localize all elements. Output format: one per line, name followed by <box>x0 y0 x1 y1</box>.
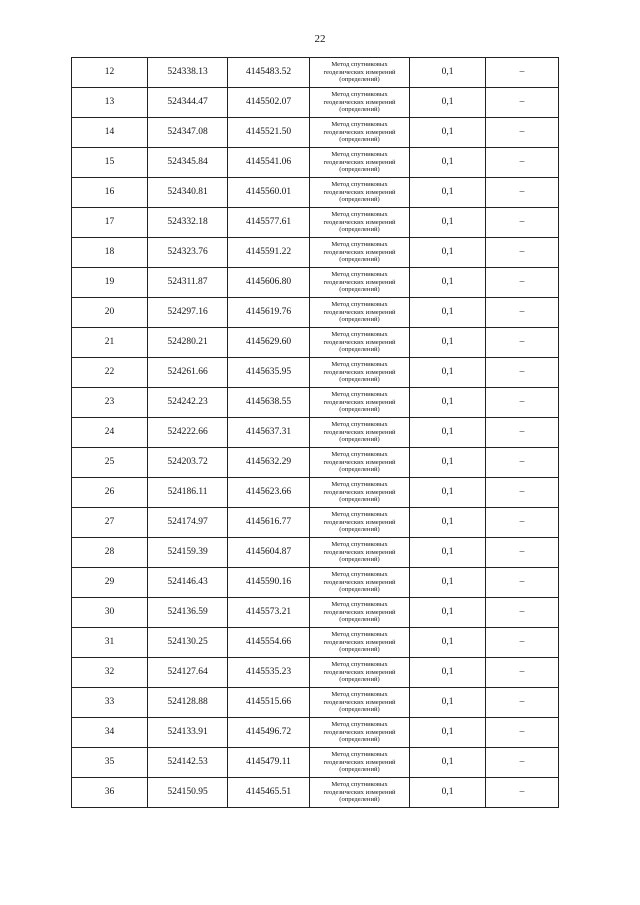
point-number-cell: 16 <box>72 178 148 208</box>
method-line: (определений) <box>339 136 380 144</box>
table-row <box>72 268 559 298</box>
point-number-cell: 21 <box>72 328 148 358</box>
accuracy-cell: 0,1 <box>410 688 486 718</box>
coordinate-x-cell: 524297.16 <box>148 298 228 328</box>
method-line: (определений) <box>339 316 380 324</box>
coordinate-x-cell: 524150.95 <box>148 778 228 808</box>
method-line: Метод спутниковых <box>331 511 388 519</box>
table-row <box>72 238 559 268</box>
table-row <box>72 358 559 388</box>
table-row <box>72 718 559 748</box>
method-line: Метод спутниковых <box>331 61 388 69</box>
method-line: Метод спутниковых <box>331 151 388 159</box>
method-line: Метод спутниковых <box>331 481 388 489</box>
method-cell <box>310 58 410 88</box>
table-row <box>72 448 559 478</box>
accuracy-cell: 0,1 <box>410 478 486 508</box>
page-number: 22 <box>314 33 326 45</box>
note-cell: – <box>486 238 559 268</box>
method-line: геодезических измерений <box>323 338 396 346</box>
method-line: геодезических измерений <box>323 218 396 226</box>
note-cell: – <box>486 178 559 208</box>
point-number-cell: 24 <box>72 418 148 448</box>
point-number-cell: 36 <box>72 778 148 808</box>
point-number-cell: 12 <box>72 58 148 88</box>
coordinate-x-cell: 524128.88 <box>148 688 228 718</box>
method-line: геодезических измерений <box>323 428 396 436</box>
method-line: геодезических измерений <box>323 758 396 766</box>
note-cell: – <box>486 298 559 328</box>
coordinates-table-body <box>72 58 559 808</box>
point-number-cell: 22 <box>72 358 148 388</box>
method-line: Метод спутниковых <box>331 301 388 309</box>
accuracy-cell: 0,1 <box>410 568 486 598</box>
note-cell: – <box>486 748 559 778</box>
method-line: Метод спутниковых <box>331 661 388 669</box>
accuracy-cell: 0,1 <box>410 298 486 328</box>
coordinate-y-cell: 4145623.66 <box>228 478 310 508</box>
point-number-cell: 26 <box>72 478 148 508</box>
accuracy-cell: 0,1 <box>410 88 486 118</box>
note-cell: – <box>486 778 559 808</box>
method-cell <box>310 508 410 538</box>
table-row <box>72 598 559 628</box>
table-row <box>72 328 559 358</box>
point-number-cell: 15 <box>72 148 148 178</box>
table-row <box>72 148 559 178</box>
table-row <box>72 118 559 148</box>
method-line: геодезических измерений <box>323 278 396 286</box>
coordinate-y-cell: 4145577.61 <box>228 208 310 238</box>
coordinate-x-cell: 524159.39 <box>148 538 228 568</box>
method-line: Метод спутниковых <box>331 781 388 789</box>
method-line: (определений) <box>339 646 380 654</box>
coordinate-y-cell: 4145554.66 <box>228 628 310 658</box>
table-row <box>72 538 559 568</box>
method-cell <box>310 88 410 118</box>
method-line: (определений) <box>339 586 380 594</box>
coordinate-x-cell: 524127.64 <box>148 658 228 688</box>
accuracy-cell: 0,1 <box>410 418 486 448</box>
coordinate-x-cell: 524222.66 <box>148 418 228 448</box>
coordinate-x-cell: 524203.72 <box>148 448 228 478</box>
method-line: геодезических измерений <box>323 728 396 736</box>
accuracy-cell: 0,1 <box>410 178 486 208</box>
note-cell: – <box>486 358 559 388</box>
method-cell <box>310 718 410 748</box>
note-cell: – <box>486 328 559 358</box>
coordinate-x-cell: 524311.87 <box>148 268 228 298</box>
method-cell <box>310 328 410 358</box>
accuracy-cell: 0,1 <box>410 628 486 658</box>
method-line: Метод спутниковых <box>331 391 388 399</box>
method-cell <box>310 598 410 628</box>
method-line: Метод спутниковых <box>331 91 388 99</box>
note-cell: – <box>486 388 559 418</box>
table-row <box>72 418 559 448</box>
accuracy-cell: 0,1 <box>410 508 486 538</box>
method-line: геодезических измерений <box>323 128 396 136</box>
method-cell <box>310 358 410 388</box>
coordinate-x-cell: 524332.18 <box>148 208 228 238</box>
method-cell <box>310 478 410 508</box>
coordinate-y-cell: 4145629.60 <box>228 328 310 358</box>
coordinate-y-cell: 4145560.01 <box>228 178 310 208</box>
method-line: геодезических измерений <box>323 638 396 646</box>
note-cell: – <box>486 268 559 298</box>
table-row <box>72 628 559 658</box>
point-number-cell: 25 <box>72 448 148 478</box>
method-line: геодезических измерений <box>323 788 396 796</box>
coordinate-y-cell: 4145635.95 <box>228 358 310 388</box>
coordinate-y-cell: 4145573.21 <box>228 598 310 628</box>
note-cell: – <box>486 628 559 658</box>
method-line: (определений) <box>339 616 380 624</box>
method-line: Метод спутниковых <box>331 361 388 369</box>
note-cell: – <box>486 568 559 598</box>
method-line: (определений) <box>339 796 380 804</box>
method-cell <box>310 568 410 598</box>
method-line: (определений) <box>339 556 380 564</box>
method-line: геодезических измерений <box>323 458 396 466</box>
method-line: геодезических измерений <box>323 488 396 496</box>
method-line: (определений) <box>339 676 380 684</box>
table-row <box>72 208 559 238</box>
method-line: геодезических измерений <box>323 98 396 106</box>
method-cell <box>310 208 410 238</box>
note-cell: – <box>486 208 559 238</box>
coordinate-y-cell: 4145590.16 <box>228 568 310 598</box>
method-line: (определений) <box>339 166 380 174</box>
coordinate-y-cell: 4145616.77 <box>228 508 310 538</box>
method-line: геодезических измерений <box>323 698 396 706</box>
table-row <box>72 178 559 208</box>
table-row <box>72 568 559 598</box>
method-line: геодезических измерений <box>323 518 396 526</box>
point-number-cell: 34 <box>72 718 148 748</box>
coordinate-y-cell: 4145502.07 <box>228 88 310 118</box>
point-number-cell: 23 <box>72 388 148 418</box>
coordinates-table <box>71 57 559 808</box>
accuracy-cell: 0,1 <box>410 778 486 808</box>
coordinate-x-cell: 524261.66 <box>148 358 228 388</box>
method-line: (определений) <box>339 106 380 114</box>
table-row <box>72 88 559 118</box>
method-cell <box>310 688 410 718</box>
method-line: Метод спутниковых <box>331 601 388 609</box>
coordinate-y-cell: 4145535.23 <box>228 658 310 688</box>
method-cell <box>310 148 410 178</box>
coordinate-x-cell: 524130.25 <box>148 628 228 658</box>
accuracy-cell: 0,1 <box>410 58 486 88</box>
method-line: (определений) <box>339 526 380 534</box>
method-line: (определений) <box>339 706 380 714</box>
coordinate-y-cell: 4145521.50 <box>228 118 310 148</box>
note-cell: – <box>486 418 559 448</box>
coordinate-x-cell: 524142.53 <box>148 748 228 778</box>
coordinate-x-cell: 524186.11 <box>148 478 228 508</box>
method-cell <box>310 538 410 568</box>
point-number-cell: 35 <box>72 748 148 778</box>
coordinate-x-cell: 524146.43 <box>148 568 228 598</box>
point-number-cell: 30 <box>72 598 148 628</box>
method-line: Метод спутниковых <box>331 571 388 579</box>
method-line: Метод спутниковых <box>331 241 388 249</box>
accuracy-cell: 0,1 <box>410 598 486 628</box>
note-cell: – <box>486 118 559 148</box>
point-number-cell: 29 <box>72 568 148 598</box>
note-cell: – <box>486 538 559 568</box>
point-number-cell: 33 <box>72 688 148 718</box>
coordinate-y-cell: 4145515.66 <box>228 688 310 718</box>
method-line: Метод спутниковых <box>331 721 388 729</box>
accuracy-cell: 0,1 <box>410 358 486 388</box>
method-line: Метод спутниковых <box>331 271 388 279</box>
method-line: геодезических измерений <box>323 248 396 256</box>
method-line: геодезических измерений <box>323 578 396 586</box>
method-line: геодезических измерений <box>323 308 396 316</box>
note-cell: – <box>486 718 559 748</box>
note-cell: – <box>486 508 559 538</box>
point-number-cell: 28 <box>72 538 148 568</box>
method-line: геодезических измерений <box>323 188 396 196</box>
coordinate-y-cell: 4145637.31 <box>228 418 310 448</box>
coordinate-y-cell: 4145465.51 <box>228 778 310 808</box>
coordinate-x-cell: 524338.13 <box>148 58 228 88</box>
method-line: геодезических измерений <box>323 68 396 76</box>
method-line: геодезических измерений <box>323 398 396 406</box>
method-cell <box>310 238 410 268</box>
coordinate-x-cell: 524323.76 <box>148 238 228 268</box>
method-line: Метод спутниковых <box>331 421 388 429</box>
method-line: (определений) <box>339 286 380 294</box>
coordinate-y-cell: 4145496.72 <box>228 718 310 748</box>
accuracy-cell: 0,1 <box>410 718 486 748</box>
coordinate-y-cell: 4145483.52 <box>228 58 310 88</box>
point-number-cell: 20 <box>72 298 148 328</box>
accuracy-cell: 0,1 <box>410 268 486 298</box>
method-cell <box>310 388 410 418</box>
table-row <box>72 298 559 328</box>
method-cell <box>310 178 410 208</box>
note-cell: – <box>486 448 559 478</box>
method-line: (определений) <box>339 76 380 84</box>
table-row <box>72 388 559 418</box>
accuracy-cell: 0,1 <box>410 658 486 688</box>
method-line: (определений) <box>339 346 380 354</box>
method-line: (определений) <box>339 496 380 504</box>
method-line: (определений) <box>339 226 380 234</box>
method-line: (определений) <box>339 406 380 414</box>
method-line: Метод спутниковых <box>331 451 388 459</box>
method-line: Метод спутниковых <box>331 121 388 129</box>
note-cell: – <box>486 88 559 118</box>
accuracy-cell: 0,1 <box>410 328 486 358</box>
coordinate-x-cell: 524242.23 <box>148 388 228 418</box>
note-cell: – <box>486 58 559 88</box>
method-line: (определений) <box>339 766 380 774</box>
method-line: (определений) <box>339 256 380 264</box>
point-number-cell: 17 <box>72 208 148 238</box>
method-line: (определений) <box>339 736 380 744</box>
point-number-cell: 18 <box>72 238 148 268</box>
method-cell <box>310 298 410 328</box>
method-cell <box>310 418 410 448</box>
coordinate-x-cell: 524345.84 <box>148 148 228 178</box>
coordinate-x-cell: 524340.81 <box>148 178 228 208</box>
method-cell <box>310 628 410 658</box>
coordinate-x-cell: 524347.08 <box>148 118 228 148</box>
method-line: (определений) <box>339 436 380 444</box>
method-cell <box>310 748 410 778</box>
method-line: Метод спутниковых <box>331 211 388 219</box>
accuracy-cell: 0,1 <box>410 238 486 268</box>
method-line: геодезических измерений <box>323 548 396 556</box>
point-number-cell: 27 <box>72 508 148 538</box>
method-cell <box>310 448 410 478</box>
coordinate-x-cell: 524136.59 <box>148 598 228 628</box>
coordinate-x-cell: 524280.21 <box>148 328 228 358</box>
coordinate-x-cell: 524174.97 <box>148 508 228 538</box>
method-line: Метод спутниковых <box>331 631 388 639</box>
point-number-cell: 19 <box>72 268 148 298</box>
method-cell <box>310 658 410 688</box>
coordinate-y-cell: 4145632.29 <box>228 448 310 478</box>
coordinate-y-cell: 4145638.55 <box>228 388 310 418</box>
accuracy-cell: 0,1 <box>410 148 486 178</box>
method-line: геодезических измерений <box>323 368 396 376</box>
coordinate-y-cell: 4145541.06 <box>228 148 310 178</box>
note-cell: – <box>486 688 559 718</box>
note-cell: – <box>486 658 559 688</box>
method-line: Метод спутниковых <box>331 331 388 339</box>
coordinate-y-cell: 4145604.87 <box>228 538 310 568</box>
method-line: Метод спутниковых <box>331 181 388 189</box>
accuracy-cell: 0,1 <box>410 118 486 148</box>
method-cell <box>310 118 410 148</box>
table-row <box>72 478 559 508</box>
accuracy-cell: 0,1 <box>410 538 486 568</box>
accuracy-cell: 0,1 <box>410 208 486 238</box>
method-line: геодезических измерений <box>323 608 396 616</box>
note-cell: – <box>486 478 559 508</box>
coordinate-y-cell: 4145606.80 <box>228 268 310 298</box>
note-cell: – <box>486 598 559 628</box>
coordinate-x-cell: 524133.91 <box>148 718 228 748</box>
point-number-cell: 32 <box>72 658 148 688</box>
method-line: (определений) <box>339 196 380 204</box>
coordinate-y-cell: 4145479.11 <box>228 748 310 778</box>
note-cell: – <box>486 148 559 178</box>
point-number-cell: 14 <box>72 118 148 148</box>
coordinate-y-cell: 4145591.22 <box>228 238 310 268</box>
method-line: Метод спутниковых <box>331 541 388 549</box>
coordinate-y-cell: 4145619.76 <box>228 298 310 328</box>
point-number-cell: 31 <box>72 628 148 658</box>
method-cell <box>310 268 410 298</box>
method-line: (определений) <box>339 466 380 474</box>
method-line: Метод спутниковых <box>331 751 388 759</box>
table-row <box>72 58 559 88</box>
method-line: геодезических измерений <box>323 668 396 676</box>
accuracy-cell: 0,1 <box>410 748 486 778</box>
method-cell <box>310 778 410 808</box>
point-number-cell: 13 <box>72 88 148 118</box>
table-row <box>72 748 559 778</box>
method-line: геодезических измерений <box>323 158 396 166</box>
table-row <box>72 508 559 538</box>
accuracy-cell: 0,1 <box>410 448 486 478</box>
coordinate-x-cell: 524344.47 <box>148 88 228 118</box>
table-row <box>72 688 559 718</box>
table-row <box>72 778 559 808</box>
method-line: (определений) <box>339 376 380 384</box>
method-line: Метод спутниковых <box>331 691 388 699</box>
table-row <box>72 658 559 688</box>
accuracy-cell: 0,1 <box>410 388 486 418</box>
